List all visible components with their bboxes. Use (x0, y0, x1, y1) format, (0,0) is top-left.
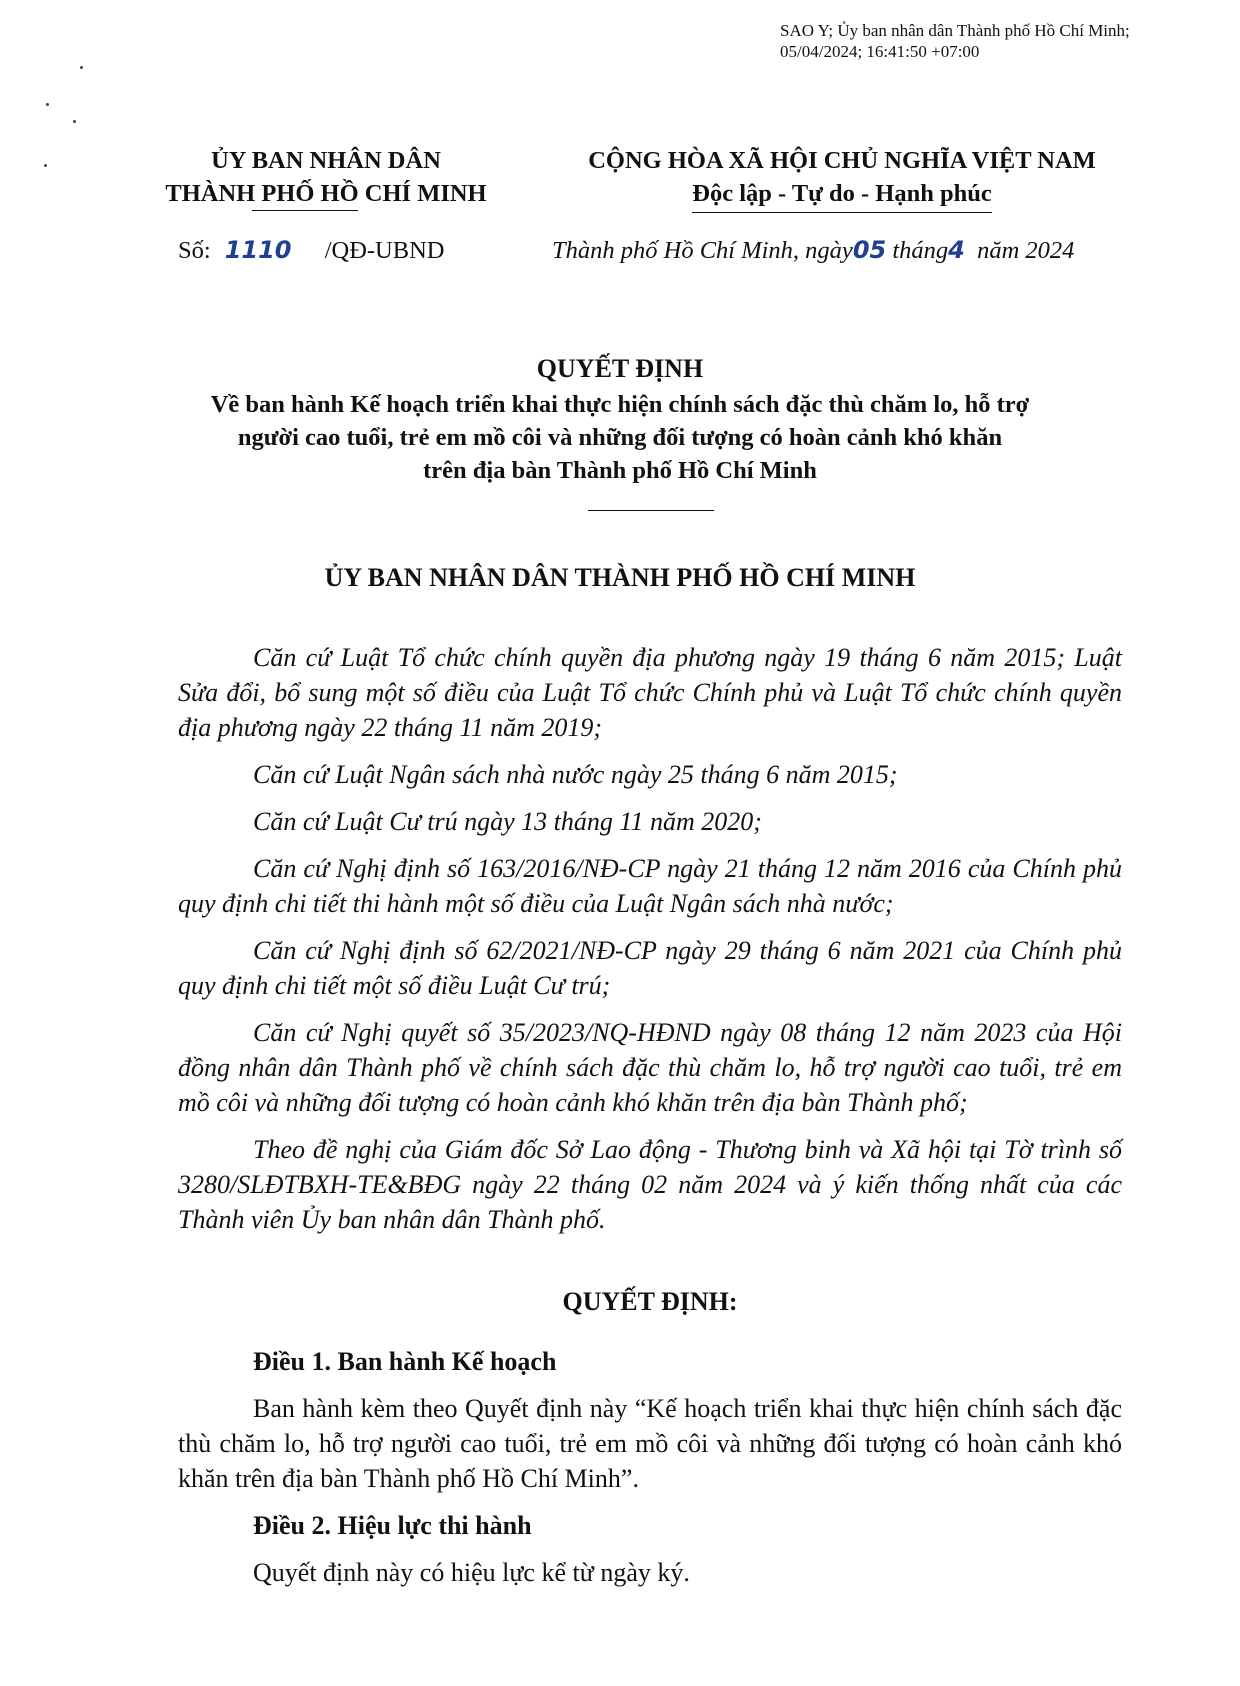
issue-date (552, 236, 1074, 265)
document-number (178, 236, 444, 265)
title-line-3: trên địa bàn Thành phố Hồ Chí Minh (423, 457, 817, 484)
document-title (140, 352, 1100, 487)
scan-speck (46, 103, 49, 106)
handwritten-month: 4 (948, 236, 965, 264)
article-heading: Điều 1. Ban hành Kế hoạch (253, 1347, 557, 1376)
date-prefix: Thành phố Hồ Chí Minh, ngày (552, 237, 853, 264)
article-text: Quyết định này có hiệu lực kể từ ngày ký. (253, 1558, 690, 1587)
legal-basis: Căn cứ Luật Cư trú ngày 13 tháng 11 năm 2020; (253, 807, 762, 836)
nation-name: CỘNG HÒA XÃ HỘI CHỦ NGHĨA VIỆT NAM (588, 147, 1096, 174)
title-line-2: người cao tuổi, trẻ em mồ côi và những đối tượng có hoàn cảnh khó khăn (237, 424, 1003, 451)
title-line-1: Về ban hành Kế hoạch triển khai thực hiện chính sách đặc thù chăm lo, hỗ trợ (210, 391, 1030, 418)
issuer-heading: ỦY BAN NHÂN DÂN THÀNH PHỐ HỒ CHÍ MINH (324, 563, 916, 592)
scan-speck (80, 66, 83, 69)
agency-line-2: THÀNH PHỐ HỒ CHÍ MINH (165, 180, 487, 207)
digital-copy-stamp (780, 20, 1220, 62)
agency-line-1: ỦY BAN NHÂN DÂN (211, 147, 441, 174)
number-suffix: /QĐ-UBND (324, 237, 445, 264)
legal-basis: Căn cứ Nghị quyết số 35/2023/NQ-HĐND ngày 08 tháng 12 năm 2023 của Hội đồng nhân dân Thành phố về chính sách đặc thù chăm lo, hỗ trợ người cao tuổi, trẻ em mồ côi và những đối tượng có hoàn cảnh khó khăn trên địa bàn Thành phố; (178, 1018, 1122, 1117)
scan-speck (44, 164, 47, 167)
legal-basis: Căn cứ Nghị định số 163/2016/NĐ-CP ngày 21 tháng 12 năm 2016 của Chính phủ quy định chi tiết thi hành một số điều của Luật Ngân sách nhà nước; (178, 854, 1122, 918)
date-year: năm 2024 (977, 237, 1075, 264)
stamp-line-2: 05/04/2024; 16:41:50 +07:00 (780, 42, 980, 61)
articles (178, 1344, 1122, 1602)
agency-underline (252, 210, 358, 211)
title-main: QUYẾT ĐỊNH (536, 354, 704, 383)
number-label: Số: (178, 237, 211, 264)
legal-basis: Căn cứ Luật Tổ chức chính quyền địa phương ngày 19 tháng 6 năm 2015; Luật Sửa đổi, bổ sung một số điều của Luật Tổ chức Chính phủ và Luật Tổ chức chính quyền địa phương ngày 22 tháng 11 năm 2019; (178, 643, 1122, 742)
motto: Độc lập - Tự do - Hạnh phúc (692, 177, 991, 213)
decision-heading: QUYẾT ĐỊNH: (562, 1287, 738, 1316)
article-heading: Điều 2. Hiệu lực thi hành (253, 1511, 532, 1540)
legal-bases (178, 640, 1122, 1249)
article-text: Ban hành kèm theo Quyết định này “Kế hoạch triển khai thực hiện chính sách đặc thù chăm lo, hỗ trợ người cao tuổi, trẻ em mồ côi và những đối tượng có hoàn cảnh khó khăn trên địa bàn Thành phố Hồ Chí Minh”. (178, 1394, 1122, 1493)
stamp-line-1: SAO Y; Ủy ban nhân dân Thành phố Hồ Chí Minh; (780, 21, 1130, 40)
legal-basis: Theo đề nghị của Giám đốc Sở Lao động - Thương binh và Xã hội tại Tờ trình số 3280/SLĐTBXH-TE&BĐG ngày 22 tháng 02 năm 2024 và ý kiến thống nhất của các Thành viên Ủy ban nhân dân Thành phố. (178, 1135, 1122, 1234)
legal-basis: Căn cứ Luật Ngân sách nhà nước ngày 25 tháng 6 năm 2015; (253, 760, 898, 789)
legal-basis: Căn cứ Nghị định số 62/2021/NĐ-CP ngày 29 tháng 6 năm 2021 của Chính phủ quy định chi tiết một số điều Luật Cư trú; (178, 936, 1122, 1000)
national-motto (548, 144, 1136, 213)
issuing-agency (120, 144, 532, 210)
title-divider (588, 510, 714, 511)
scan-speck (73, 120, 76, 123)
handwritten-number: 1110 (224, 236, 292, 264)
handwritten-day: 05 (852, 236, 887, 264)
date-month-label: tháng (892, 237, 949, 264)
